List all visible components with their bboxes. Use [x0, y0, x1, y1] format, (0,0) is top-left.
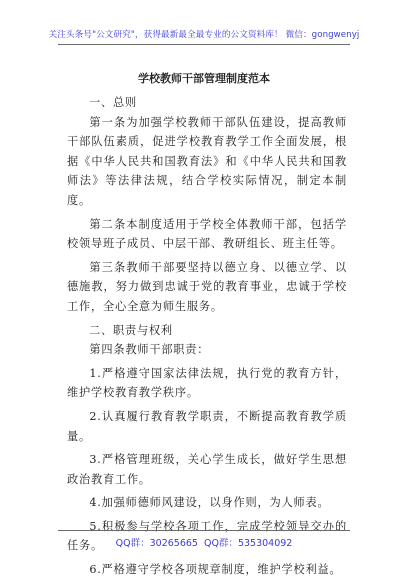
footer-divider — [58, 530, 350, 531]
document-body — [67, 93, 347, 580]
section-heading: 一、总则 — [89, 96, 137, 109]
list-item: 2.认真履行教育教学职责，不断提高教育教学质量。 — [67, 409, 347, 443]
paragraph: 第一条为加强学校教师干部队伍建设，提高教师干部队伍素质，促进学校教育教学工作全面发展，根据《中华人民共和国教育法》和《中华人民共和国教师法》等法律法规，结合学校实际情况，制定本制度。 — [67, 115, 347, 207]
list-item: 3.严格管理班级，关心学生成长，做好学生思想政治教育工作。 — [67, 453, 347, 486]
section-heading: 二、职责与权利 — [89, 323, 173, 337]
paragraph: 第二条本制度适用于学校全体教师干部，包括学校领导班子成员、中层干部、教研组长、班主任等。 — [67, 217, 347, 251]
header-banner: 关注头条号"公文研究"，获得最新最全最专业的公文资料库！ 微信：gongwenyj — [48, 30, 360, 40]
list-item: 4.加强师德师风建设，以身作则，为人师表。 — [89, 496, 330, 510]
paragraph: 第四条教师干部职责： — [89, 343, 210, 357]
footer-contact: QQ群：30265665 QQ群：535304092 — [115, 538, 293, 549]
list-item: 6.严格遵守学校各项规章制度，维护学校利益。 — [89, 563, 342, 577]
list-item: 5.积极参与学校各项工作，完成学校领导交办的任务。 — [67, 519, 347, 553]
header-divider — [58, 44, 350, 45]
paragraph: 第三条教师干部要坚持以德立身、以德立学、以德施教，努力做到忠诚于党的教育事业，忠诚于学校工作，全心全意为师生服务。 — [67, 260, 347, 313]
list-item: 1.严格遵守国家法律法规，执行党的教育方针，维护学校教育教学秩序。 — [67, 366, 347, 400]
document-title: 学校教师干部管理制度范本 — [138, 72, 270, 85]
